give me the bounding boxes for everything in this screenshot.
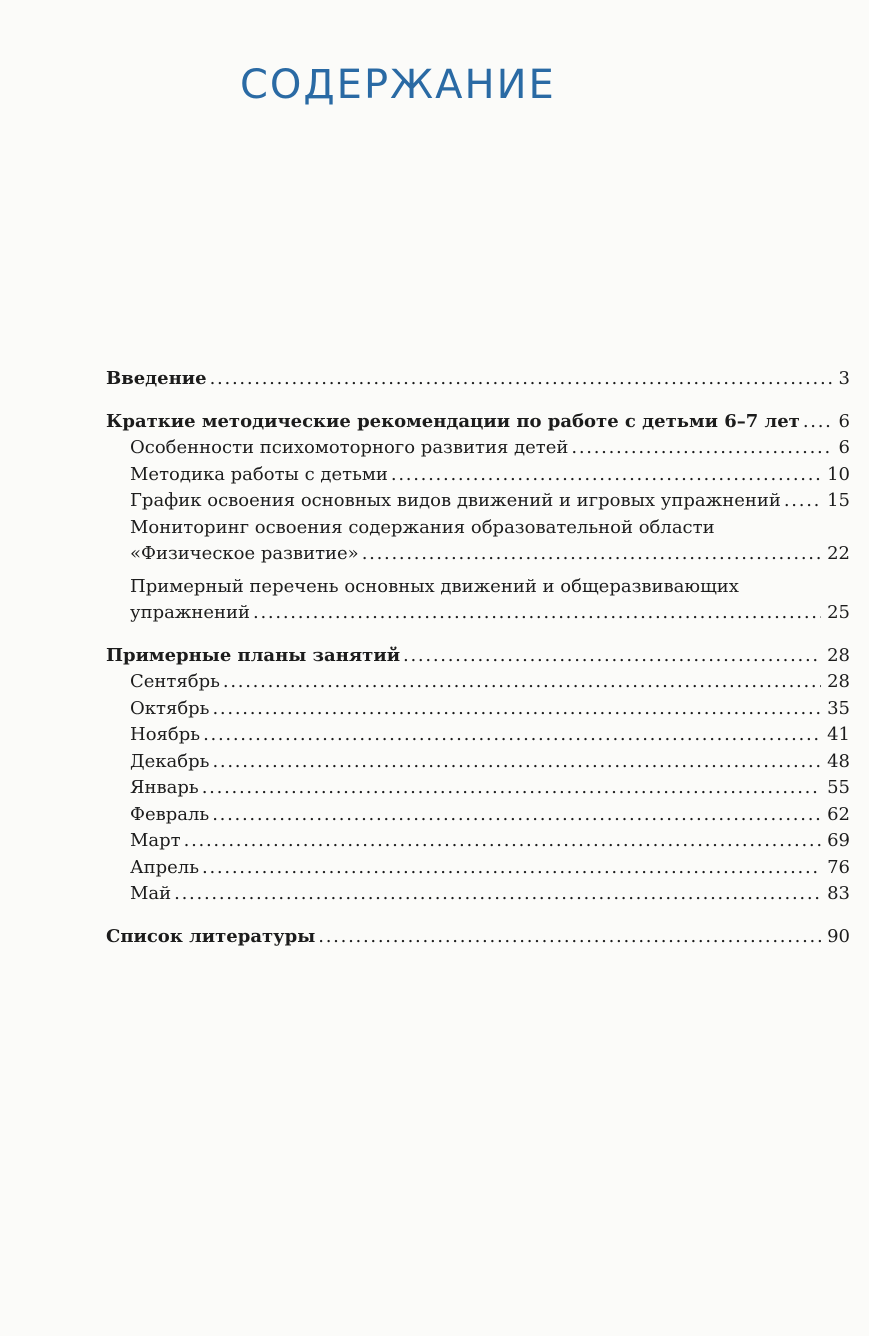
dot-leader	[212, 696, 821, 723]
dot-leader	[212, 749, 821, 776]
toc-entry-month	[106, 669, 850, 696]
toc-entry-schedule	[106, 488, 850, 515]
toc-entry-text: Особенности психомоторного развития детей	[130, 437, 569, 458]
dot-leader	[403, 643, 821, 670]
toc-entry-text: Ноябрь	[130, 724, 201, 745]
toc-page-number: 25	[827, 602, 850, 623]
dot-leader	[391, 462, 821, 489]
toc-entry-text: График освоения основных видов движений и игровых упражнений	[130, 490, 781, 511]
toc-entry-section2	[106, 643, 850, 670]
dot-leader	[571, 435, 832, 462]
toc-entry-text: Декабрь	[130, 750, 210, 772]
toc-page-number: 35	[827, 697, 850, 719]
toc-page-number: 55	[827, 777, 850, 798]
toc-page-number: 3	[838, 368, 850, 389]
toc-entry-text: Февраль	[130, 803, 210, 825]
toc-entry-text: «Физическое развитие»	[130, 543, 359, 564]
toc-entry-psychomotor	[106, 435, 850, 462]
toc-page-number: 10	[827, 463, 850, 485]
table-of-contents	[106, 366, 850, 950]
dot-leader	[203, 722, 821, 749]
toc-page-number: 15	[827, 490, 850, 511]
toc-page-number: 28	[827, 644, 850, 666]
toc-entry-text: Январь	[130, 777, 199, 798]
toc-entry-month	[106, 775, 850, 802]
toc-page-number: 76	[827, 856, 850, 878]
toc-entry-text: Октябрь	[130, 697, 210, 719]
toc-page-number: 41	[827, 724, 850, 745]
toc-page-number: 22	[827, 543, 850, 564]
toc-entry-monitoring-line1: Мониторинг освоения содержания образовательной области	[130, 516, 715, 538]
toc-entry-month	[106, 802, 850, 829]
toc-entry-text: Методика работы с детьми	[130, 463, 388, 485]
toc-entry-text: Примерные планы занятий	[106, 644, 401, 666]
dot-leader	[210, 366, 833, 393]
toc-page-number: 69	[827, 830, 850, 851]
toc-entry-month	[106, 881, 850, 908]
toc-page-number: 6	[838, 437, 850, 458]
toc-entry-text: Сентябрь	[130, 671, 220, 692]
toc-entry-month	[106, 855, 850, 882]
toc-page-number: 83	[827, 883, 850, 904]
toc-entry-month	[106, 749, 850, 776]
toc-months-list	[106, 669, 850, 908]
toc-page-number: 28	[827, 671, 850, 692]
toc-page-number: 90	[827, 925, 850, 947]
toc-entry-section1	[106, 409, 850, 436]
toc-entry-text: Краткие методические рекомендации по работе с детьми 6–7 лет	[106, 410, 800, 432]
toc-entry-text: Май	[130, 883, 172, 904]
toc-entry-text: Введение	[106, 368, 207, 389]
toc-entry-monitoring	[106, 541, 850, 568]
toc-page-number: 62	[827, 803, 850, 825]
toc-entry-text: упражнений	[130, 602, 251, 623]
dot-leader	[202, 775, 821, 802]
dot-leader	[212, 802, 821, 829]
dot-leader	[362, 541, 821, 568]
toc-page-number: 6	[838, 410, 850, 432]
dot-leader	[223, 669, 821, 696]
dot-leader	[202, 855, 821, 882]
page-title: СОДЕРЖАНИЕ	[240, 62, 556, 108]
dot-leader	[784, 488, 821, 515]
toc-entry-month	[106, 828, 850, 855]
dot-leader	[174, 881, 821, 908]
toc-entry-text: Список литературы	[106, 925, 316, 947]
toc-entry-literature	[106, 924, 850, 951]
toc-entry-exercise-list	[106, 600, 850, 627]
toc-page-number: 48	[827, 750, 850, 772]
toc-entry-text: Март	[130, 830, 181, 851]
dot-leader	[253, 600, 821, 627]
toc-entry-month	[106, 696, 850, 723]
toc-entry-text: Апрель	[130, 856, 200, 878]
dot-leader	[184, 828, 821, 855]
toc-entry-intro	[106, 366, 850, 393]
dot-leader	[318, 924, 821, 951]
dot-leader	[803, 409, 833, 436]
toc-entry-exercise-list-line1: Примерный перечень основных движений и общеразвивающих	[130, 575, 739, 597]
toc-entry-methodology	[106, 462, 850, 489]
toc-entry-month	[106, 722, 850, 749]
